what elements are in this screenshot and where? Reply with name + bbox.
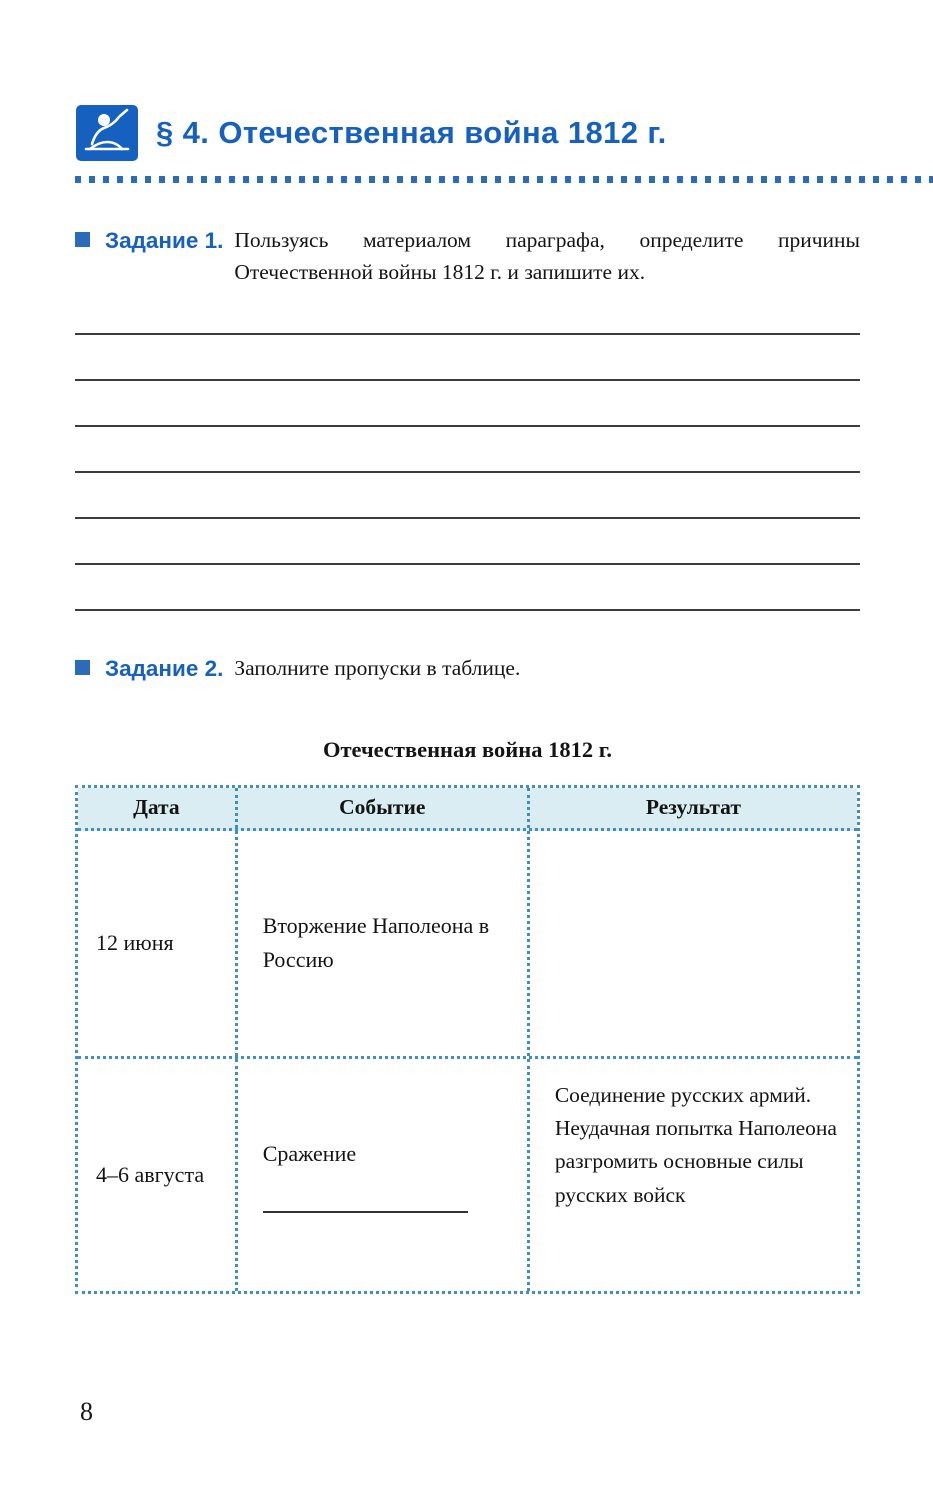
answer-blank-line: [263, 1189, 468, 1213]
cell-date: 12 июня: [78, 831, 238, 1056]
answer-lines: [75, 289, 860, 611]
chapter-header: [75, 104, 860, 162]
column-header-result: Результат: [645, 794, 741, 819]
cell-event-text: Вторжение Наполеона в Россию: [262, 912, 490, 973]
cell-event: [238, 831, 530, 1056]
task-1-label: Задание 1.: [105, 228, 224, 253]
writing-line: [75, 519, 860, 565]
column-header-date: Дата: [78, 788, 238, 828]
page-number: 8: [80, 1397, 93, 1426]
writing-line: [75, 335, 860, 381]
task-2-text: Заполните пропуски в таблице.: [234, 655, 521, 680]
task-2-label: Задание 2.: [105, 655, 224, 681]
task-2: [75, 653, 860, 685]
table-title: Отечественная война 1812 г.: [322, 736, 613, 762]
writing-line: [75, 381, 860, 427]
chapter-title: § 4. Отечественная война 1812 г.: [156, 115, 667, 150]
cell-result-empty: [530, 831, 857, 1056]
table-row: [78, 831, 857, 1059]
writing-line: [75, 427, 860, 473]
square-bullet-icon: [75, 660, 90, 675]
cell-date: 4–6 августа: [78, 1059, 238, 1291]
square-bullet-icon: [75, 232, 90, 247]
war-events-table: [75, 785, 860, 1294]
column-header-event: Событие: [238, 788, 530, 828]
page: [0, 104, 933, 1294]
table-row: [78, 1059, 857, 1291]
cell-result: Соединение русских армий. Неудачная попытка Наполеона разгромить основные силы русских войск: [554, 1082, 837, 1207]
cell-event-text: Сражение: [262, 1140, 357, 1166]
writing-line: [75, 473, 860, 519]
cell-event: [238, 1059, 530, 1291]
scribe-icon: [75, 104, 139, 162]
writing-line: [75, 565, 860, 611]
task-1: [75, 225, 860, 289]
writing-line: [75, 289, 860, 335]
table-header-row: [78, 788, 857, 831]
task-1-text: Пользуясь материалом параграфа, определите причины Отечественной войны 1812 г. и запишите их.: [234, 228, 860, 284]
dotted-divider: [75, 176, 933, 183]
